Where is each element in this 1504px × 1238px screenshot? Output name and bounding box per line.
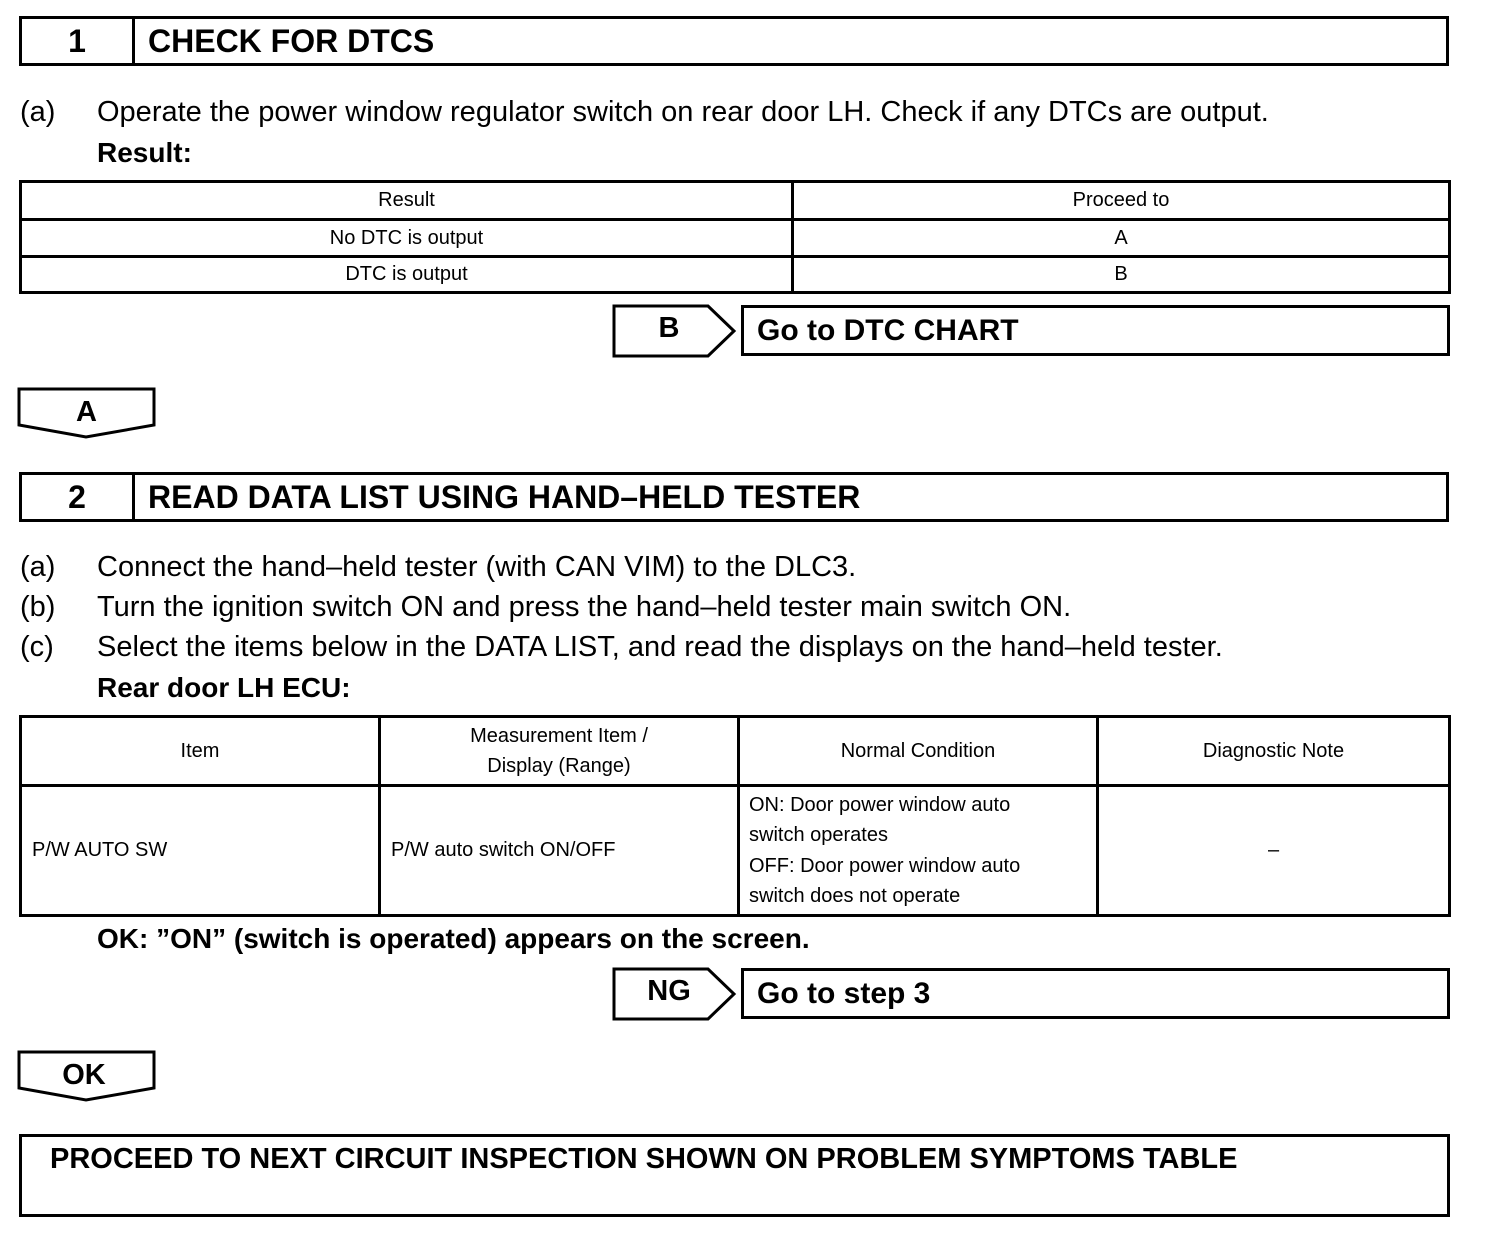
table-row (21, 786, 1450, 916)
branch-ng-label: NG (647, 975, 691, 1007)
table-cell: No DTC is output (21, 220, 793, 257)
continue-a-label: A (76, 396, 97, 428)
step-1-result-label: Result: (97, 137, 192, 168)
data-list-table (19, 715, 1451, 917)
table-header-cell: Normal Condition (739, 717, 1098, 786)
step-2-instruction-c-text: Select the items below in the DATA LIST, and read the displays on the hand–held tester. (97, 631, 1223, 663)
normal-condition-line: OFF: Door power window auto (749, 854, 1021, 877)
go-to-dtc-chart-link[interactable]: Go to DTC CHART (741, 305, 1450, 356)
final-instruction-box: PROCEED TO NEXT CIRCUIT INSPECTION SHOWN ON PROBLEM SYMPTOMS TABLE (19, 1134, 1450, 1217)
table-cell: B (793, 257, 1450, 293)
table-cell-item: P/W AUTO SW (21, 786, 380, 916)
step-1-instruction-a-text: Operate the power window regulator switch on rear door LH. Check if any DTCs are output. (97, 96, 1269, 128)
step-2-title: READ DATA LIST USING HAND–HELD TESTER (148, 478, 861, 515)
continue-ok-label: OK (62, 1059, 106, 1091)
measurement-header-line-1: Measurement Item / (470, 725, 648, 747)
normal-condition-line: switch does not operate (749, 885, 961, 907)
step-2-header (19, 472, 1449, 522)
measurement-header-line-2: Display (Range) (487, 755, 631, 777)
step-1-instruction-a-letter: (a) (20, 96, 56, 128)
branch-b-label: B (658, 312, 680, 344)
table-header-cell: Diagnostic Note (1098, 717, 1450, 786)
step-2-number: 2 (22, 475, 135, 519)
normal-condition-line: switch operates (749, 824, 888, 846)
step-1-title: CHECK FOR DTCS (148, 22, 435, 59)
go-to-step-3-link[interactable]: Go to step 3 (741, 968, 1450, 1019)
table-cell-diagnostic-note: – (1098, 786, 1450, 916)
table-row (21, 257, 1450, 293)
table-header-row (21, 182, 1450, 220)
step-2-instruction-b-text: Turn the ignition switch ON and press the hand–held tester main switch ON. (97, 591, 1072, 623)
table-header-cell (380, 717, 739, 786)
ok-condition-text: OK: ”ON” (switch is operated) appears on the screen. (97, 923, 810, 954)
step-1-number: 1 (22, 19, 135, 63)
table-header-cell: Proceed to (793, 182, 1450, 220)
result-table (19, 180, 1451, 294)
normal-condition-line: ON: Door power window auto (749, 793, 1011, 816)
table-cell: DTC is output (21, 257, 793, 293)
step-2-instruction-a-letter: (a) (20, 551, 56, 583)
step-2-instruction-a-text: Connect the hand–held tester (with CAN VIM) to the DLC3. (97, 551, 857, 583)
table-cell-measurement: P/W auto switch ON/OFF (380, 786, 739, 916)
table-header-row (21, 717, 1450, 786)
step-1-header (19, 16, 1449, 66)
table-header-cell: Result (21, 182, 793, 220)
step-2-instruction-c-letter: (c) (20, 631, 54, 663)
step-2-instruction-b-letter: (b) (20, 591, 56, 623)
table-cell-normal-condition (739, 786, 1098, 916)
table-header-cell: Item (21, 717, 380, 786)
table-row (21, 220, 1450, 257)
table-cell: A (793, 220, 1450, 257)
ecu-label: Rear door LH ECU: (97, 672, 351, 703)
